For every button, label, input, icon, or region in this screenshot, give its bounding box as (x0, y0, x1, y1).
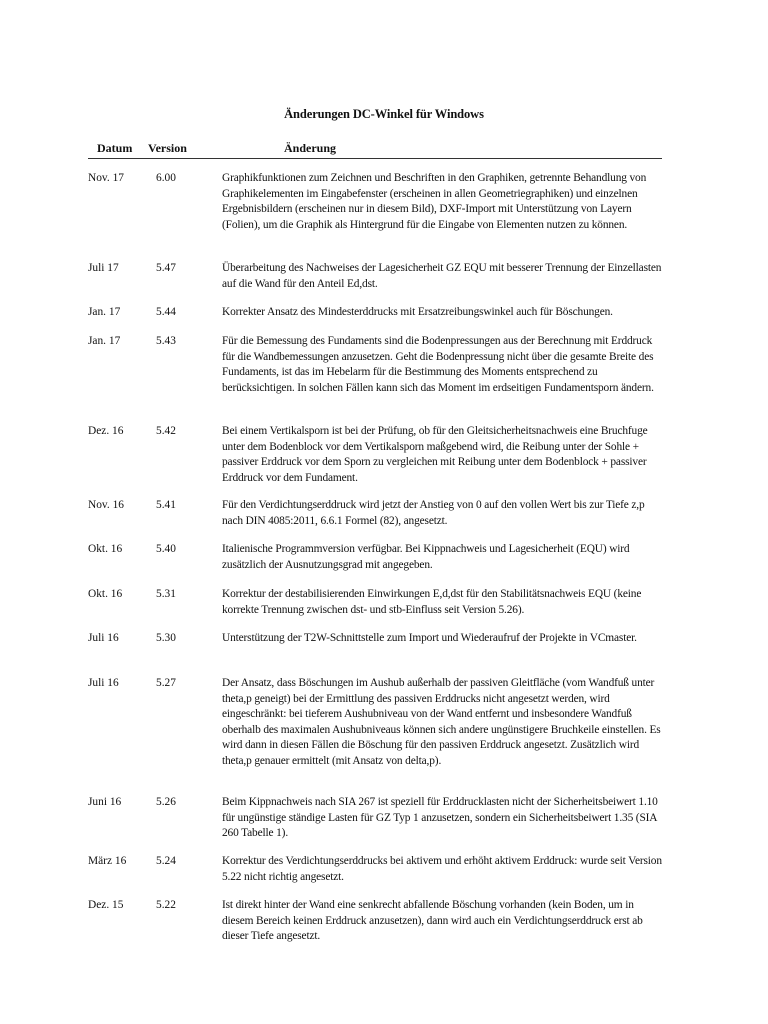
entry-date: Okt. 16 (88, 588, 123, 600)
table-header (88, 140, 662, 159)
entry-description: Korrektur der destabilisierenden Einwirkungen E,d,dst für den Stabilitätsnachweis EQU (keine korrekte Trennung zwischen dst- und stb-Einfluss seit Version 5.26). (222, 588, 642, 616)
entry-description: Für die Bemessung des Fundaments sind die Bodenpressungen aus der Berechnung mit Erddruck für die Wandbemessungen anzusetzen. Geht die Bodenpressung nicht über die gesamte Breite des Fundaments, ist das im Hebelarm für die Bestimmung des Moments entsprechend zu berücksichtigen. In solchen Fällen kann sich das Moment im erdseitigen Fundamentsporn ändern. (222, 335, 654, 394)
entry-description: Italienische Programmversion verfügbar. Bei Kippnachweis und Lagesicherheit (EQU) wird zusätzlich der Ausnutzungsgrad mit angegeben. (222, 543, 630, 571)
entry-version: 5.41 (156, 499, 176, 511)
column-header-change: Änderung (284, 141, 337, 155)
entry-date: Nov. 16 (88, 499, 124, 511)
entry-description: Ist direkt hinter der Wand eine senkrecht abfallende Böschung vorhanden (kein Boden, um in diesem Bereich keinen Erddruck anzusetzen), dann wird auch ein Verdichtungserddruck erst ab dieser Tiefe angesetzt. (222, 899, 643, 943)
entry-description: Für den Verdichtungserddruck wird jetzt der Anstieg von 0 auf den vollen Wert bis zur Tiefe z,p nach DIN 4085:2011, 6.6.1 Formel (82), angesetzt. (222, 499, 645, 527)
entry-version: 5.42 (156, 425, 176, 437)
document-title: Änderungen DC-Winkel für Windows (284, 107, 484, 121)
entry-date: Nov. 17 (88, 172, 124, 184)
entry-version: 5.31 (156, 588, 176, 600)
entry-description: Graphikfunktionen zum Zeichnen und Beschriften in den Graphiken, getrennte Behandlung von Graphikelementen im Eingabefenster (erscheinen in allen Geometriegraphiken) und einzelnen Ergebnisbildern (erscheinen nur in diesem Bild), DXF-Import mit Unterstützung von Layern (Folien), um die Graphik als Hintergrund für die Eingabe von Elementen nutzen zu können. (222, 172, 647, 231)
entry-date: Juli 17 (88, 262, 119, 274)
entry-version: 5.26 (156, 796, 176, 808)
entry-date: Juni 16 (88, 796, 122, 808)
entry-date: Juli 16 (88, 677, 119, 689)
entry-version: 6.00 (156, 172, 176, 184)
entry-version: 5.44 (156, 306, 176, 318)
entry-description: Korrektur des Verdichtungserddrucks bei aktivem und erhöht aktivem Erddruck: wurde seit Version 5.22 nicht richtig angesetzt. (222, 855, 662, 883)
entry-date: Juli 16 (88, 632, 119, 644)
entry-description: Beim Kippnachweis nach SIA 267 ist speziell für Erddrucklasten nicht der Sicherheitsbeiwert 1.10 für ungünstige ständige Lasten für GZ Typ 1 anzusetzen, sondern ein Sicherheitsbeiwert 1.35 (SIA 260 Tabelle 1). (222, 796, 658, 840)
entry-date: Jan. 17 (88, 335, 121, 347)
entry-description: Korrekter Ansatz des Mindesterddrucks mit Ersatzreibungswinkel auch für Böschungen. (222, 306, 613, 318)
entry-description: Bei einem Vertikalsporn ist bei der Prüfung, ob für den Gleitsicherheitsnachweis eine Bruchfuge unter dem Bodenblock vor dem Vertikalsporn maßgebend wird, die Reibung unter der Sohle + passiver Erddruck vor dem Sporn zu vergleichen mit Reibung unter dem Bodenblock + passiver Erddruck vor dem Fundament. (222, 425, 648, 484)
entry-date: Jan. 17 (88, 306, 121, 318)
column-header-date: Datum (97, 141, 133, 155)
entry-version: 5.40 (156, 543, 176, 555)
entry-description: Der Ansatz, dass Böschungen im Aushub außerhalb der passiven Gleitfläche (vom Wandfuß unter theta,p geneigt) bei der Ermittlung des passiven Erddrucks nicht angesetzt werden, wird eingeschränkt: bei tieferem Aushubniveau von der Wand entfernt und insbesondere Wandfuß oberhalb des maximalen Aushubniveaus können sich andere ungünstigere Bruchkeile einstellen. Es wird dann in diesen Fällen die Böschung für den passiven Erddruck angesetzt. Zusätzlich wird theta,p genauer ermittelt (mit Ansatz von delta,p). (222, 677, 661, 767)
entry-description: Unterstützung der T2W-Schnittstelle zum Import und Wiederaufruf der Projekte in VCmaster. (222, 632, 637, 644)
entry-version: 5.27 (156, 677, 176, 689)
entry-version: 5.24 (156, 855, 176, 867)
entry-version: 5.22 (156, 899, 176, 911)
entry-version: 5.30 (156, 632, 176, 644)
entry-version: 5.47 (156, 262, 176, 274)
column-header-version: Version (148, 141, 187, 155)
entry-description: Überarbeitung des Nachweises der Lagesicherheit GZ EQU mit besserer Trennung der Einzellasten auf die Wand für den Anteil Ed,dst. (222, 262, 662, 290)
entry-date: Dez. 15 (88, 899, 124, 911)
entry-date: Dez. 16 (88, 425, 124, 437)
entry-date: Okt. 16 (88, 543, 123, 555)
entry-date: März 16 (88, 855, 127, 867)
entry-version: 5.43 (156, 335, 176, 347)
